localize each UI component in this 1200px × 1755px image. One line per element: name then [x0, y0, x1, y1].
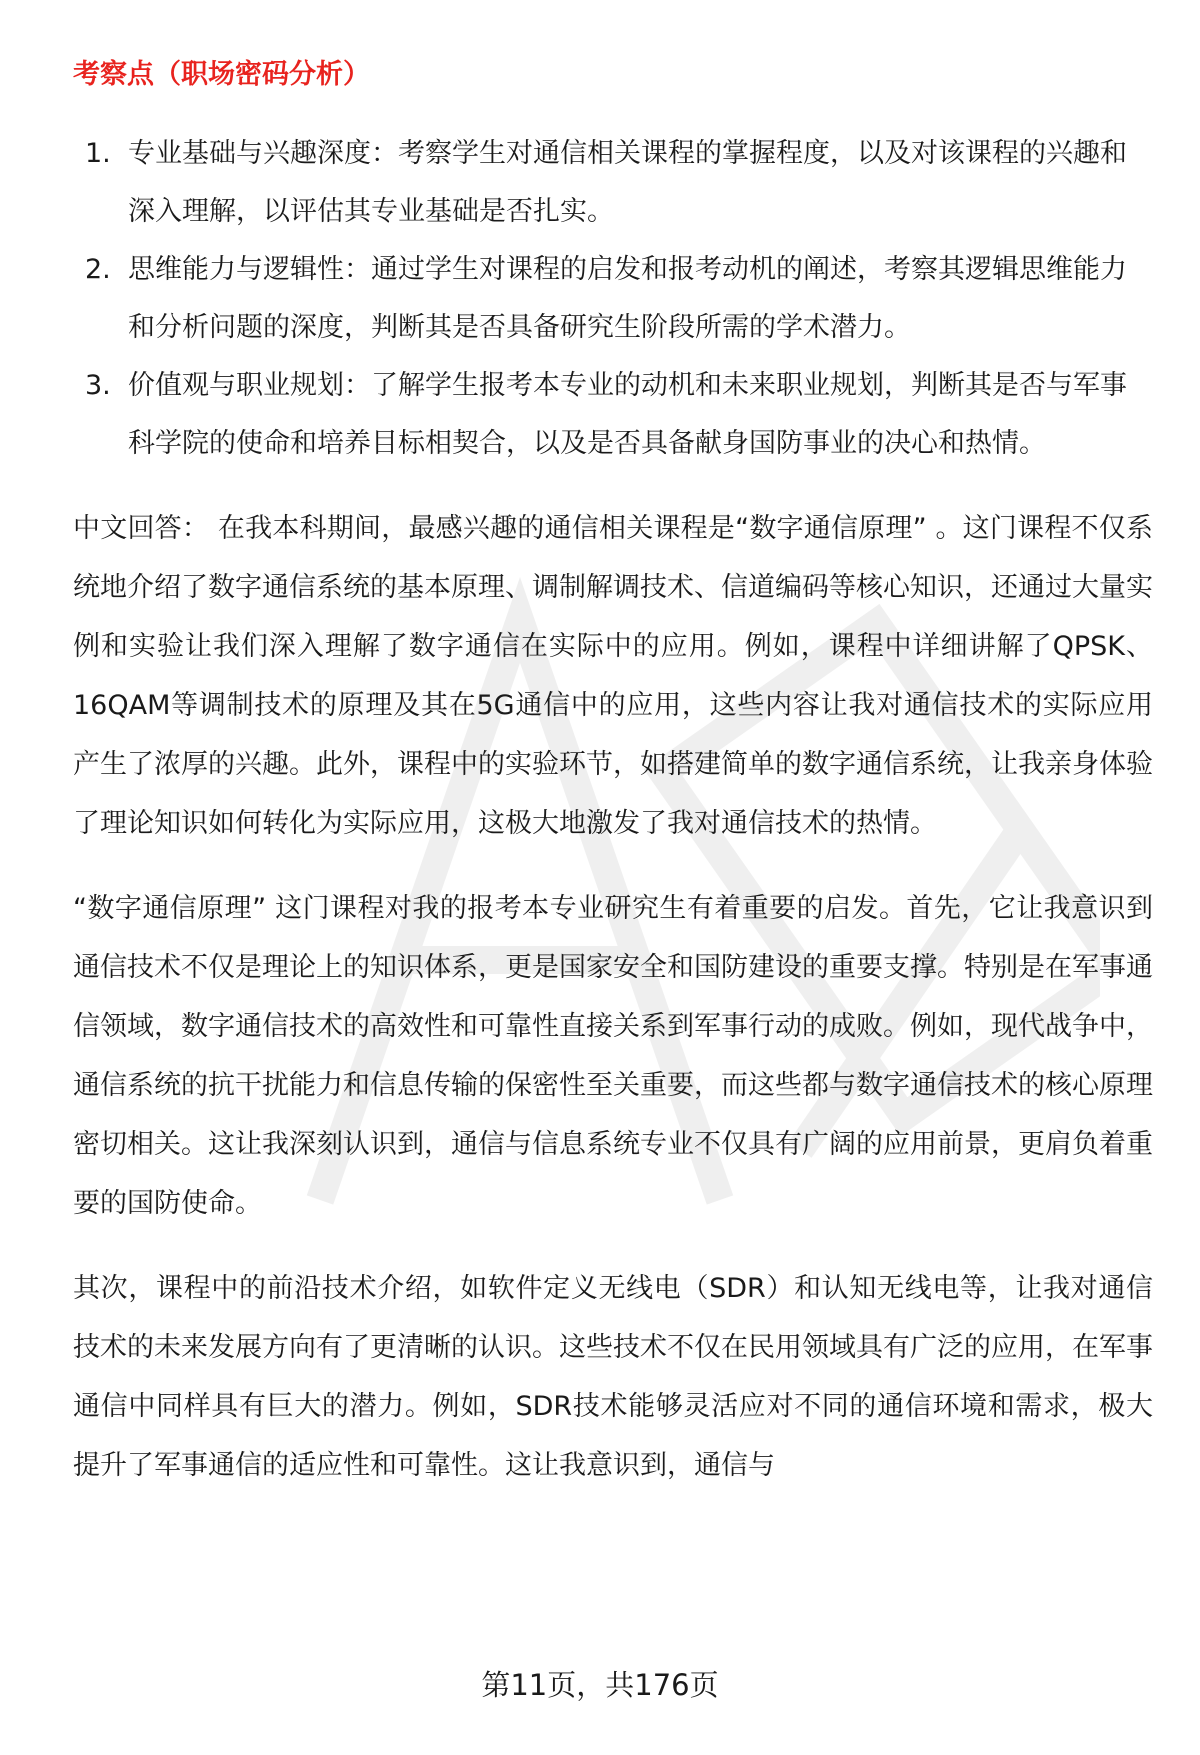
list-item-number: 3. — [85, 370, 111, 401]
answer-paragraph: 其次，课程中的前沿技术介绍，如软件定义无线电（SDR）和认知无线电等，让我对通信技术的未来发展方向有了更清晰的认识。这些技术不仅在民用领域具有广泛的应用，在军事通信中同样具有巨大的潜力。例如，SDR技术能够灵活应对不同的通信环境和需求，极大提升了军事通信的适应性和可靠性。这让我意识到，通信与 — [73, 1273, 1153, 1481]
list-item-text: 价值观与职业规划：了解学生报考本专业的动机和未来职业规划，判断其是否与军事科学院的使命和培养目标相契合，以及是否具备献身国防事业的决心和热情。 — [128, 370, 1127, 459]
section-heading: 考察点（职场密码分析） — [73, 59, 370, 90]
list-item — [73, 125, 1153, 241]
list-item — [73, 241, 1153, 357]
answer-paragraph: “数字通信原理” 这门课程对我的报考本专业研究生有着重要的启发。首先，它让我意识到通信技术不仅是理论上的知识体系，更是国家安全和国防建设的重要支撑。特别是在军事通信领域，数字通信技术的高效性和可靠性直接关系到军事行动的成败。例如，现代战争中，通信系统的抗干扰能力和信息传输的保密性至关重要，而这些都与数字通信技术的核心原理密切相关。这让我深刻认识到，通信与信息系统专业不仅具有广阔的应用前景，更肩负着重要的国防使命。 — [73, 893, 1153, 1219]
page-number-footer: 第11页，共176页 — [481, 1668, 719, 1702]
list-item — [73, 357, 1153, 473]
list-item-number: 2. — [85, 254, 111, 285]
list-item-text: 专业基础与兴趣深度：考察学生对通信相关课程的掌握程度，以及对该课程的兴趣和深入理解，以评估其专业基础是否扎实。 — [128, 138, 1127, 227]
list-item-number: 1. — [85, 138, 111, 169]
answer-paragraph: 中文回答： 在我本科期间，最感兴趣的通信相关课程是“数字通信原理” 。这门课程不仅系统地介绍了数字通信系统的基本原理、调制解调技术、信道编码等核心知识，还通过大量实例和实验让我们深入理解了数字通信在实际中的应用。例如，课程中详细讲解了QPSK、16QAM等调制技术的原理及其在5G通信中的应用，这些内容让我对通信技术的实际应用产生了浓厚的兴趣。此外，课程中的实验环节，如搭建简单的数字通信系统，让我亲身体验了理论知识如何转化为实际应用，这极大地激发了我对通信技术的热情。 — [73, 513, 1153, 839]
list-item-text: 思维能力与逻辑性：通过学生对课程的启发和报考动机的阐述，考察其逻辑思维能力和分析问题的深度，判断其是否具备研究生阶段所需的学术潜力。 — [128, 254, 1127, 343]
document-content — [73, 55, 1153, 1521]
assessment-points-list — [73, 125, 1153, 473]
